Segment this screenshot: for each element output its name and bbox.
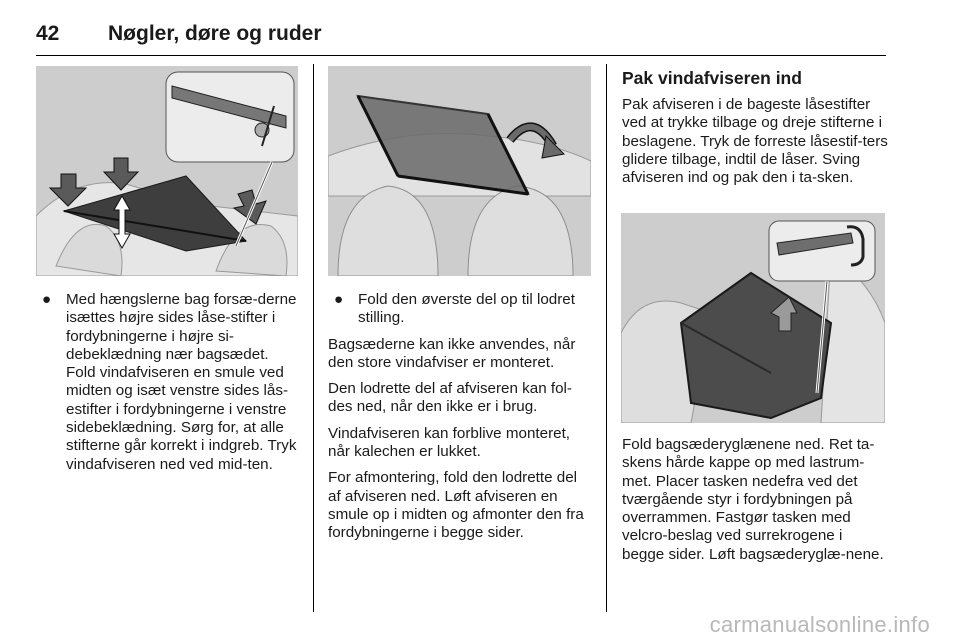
list-item [328, 291, 593, 328]
list-item [36, 291, 298, 474]
paragraph: Bagsæderne kan ikke anvendes, når den store vindafviser er monteret. [328, 335, 576, 371]
figure-deflector-insertion [36, 66, 298, 276]
column-1-text [36, 291, 298, 474]
column-3-text [622, 436, 888, 572]
bullet-text: Fold den øverste del op til lodret stilling. [358, 291, 575, 327]
column-divider-2 [606, 64, 607, 612]
paragraph: Fold bagsæderyglænene ned. Ret ta-skens hårde kappe op med lastrum-met. Placer tasken nedefra ved det tværgående styr i fordybningen på overrammen. Fastgør tasken med velcro-beslag ved surrekrogene i begge sider. Løft bagsæderyglæ-nene. [622, 436, 884, 563]
header-rule [36, 55, 886, 56]
column-divider-1 [313, 64, 314, 612]
paragraph: Den lodrette del af afviseren kan fol-des ned, når den ikke er i brug. [328, 380, 572, 416]
watermark: carmanualsonline.info [709, 612, 930, 637]
bullet-text: Med hængslerne bag forsæ-derne isættes højre sides låse-stifter i fordybningerne i højre si-debeklædning nær bagsædet. Fold vindafviseren en smule ved midten og isæt venstre sides lås-estifter i fordybningerne i venstre sidebeklædning. Sørg for, at alle stifterne går korrekt i indgreb. Tryk vindafviseren ned ved mid-ten. [66, 291, 297, 473]
page-number: 42 [36, 22, 60, 45]
figure-fold-deflector-up [328, 66, 591, 276]
section-heading: Pak vindafviseren ind [622, 68, 802, 88]
figure-bag-packing [621, 213, 885, 423]
page-header [36, 22, 886, 52]
column-3-intro [622, 96, 888, 195]
paragraph: For afmontering, fold den lodrette del af afviseren ned. Løft afviseren en smule op i midten og afmonter den fra fordybningerne i begge sider. [328, 469, 584, 542]
column-2-text [328, 291, 593, 551]
paragraph: Vindafviseren kan forblive monteret, når kalechen er lukket. [328, 424, 571, 461]
bullet-marker: ● [334, 291, 344, 308]
paragraph: Pak afviseren i de bageste låsestifter ved at trykke tilbage og dreje stifterne i beslagene. Tryk de forreste låsestif-ters glidere tilbage, indtil de låser. Sving afviseren ind og pak den i ta-sken. [622, 96, 888, 187]
bullet-marker: ● [42, 291, 52, 308]
page-title: Nøgler, døre og ruder [108, 22, 322, 45]
